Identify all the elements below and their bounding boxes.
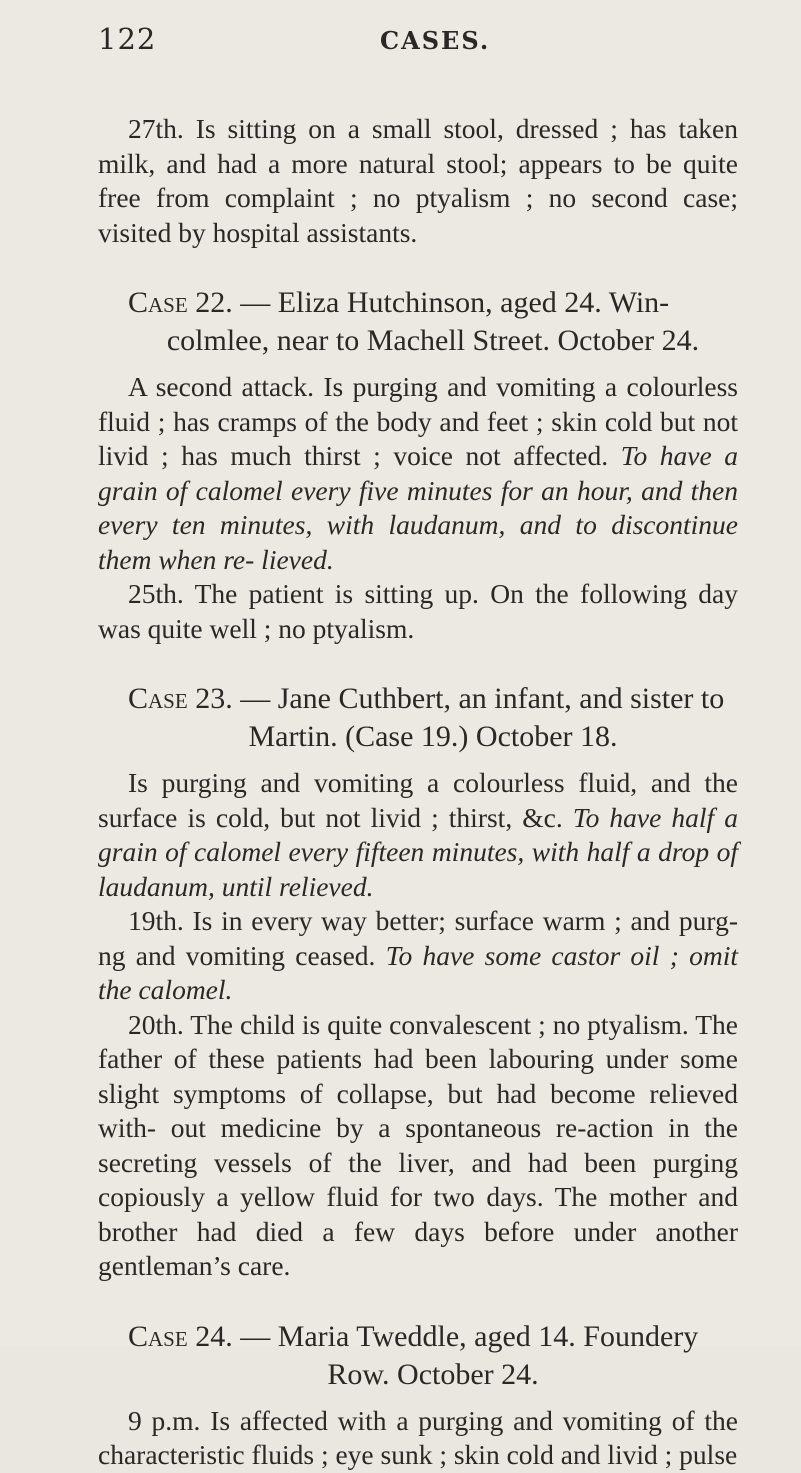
spacer [98, 250, 738, 284]
case-22-paragraph-2: 25th. The patient is sitting up. On the following day was quite well ; no ptyalism. [98, 578, 738, 644]
paragraph-27th: 27th. Is sitting on a small stool, dressed ; has taken milk, and had a more natural stool; appears to be quite free from complaint ; no ptyalism ; no second case; visited by hospital assistants. [98, 113, 738, 248]
case-24-heading-line2: Row. October 24. [327, 1357, 539, 1391]
spacer [98, 360, 738, 370]
case-23-19th-prescription: To have some castor oil ; omit the calomel. [98, 939, 738, 1005]
case-23-prescription: To have half a grain of calomel every fifteen minutes, with half a drop of laudanum, until relieved. [98, 801, 738, 902]
case-23-heading [98, 680, 738, 756]
case-22-prescription: To have a grain of calomel every five minutes for an hour, and then every ten minutes, with laudanum, and to discontinue them when re- lieved. [98, 440, 738, 575]
case-label: Case [128, 1319, 188, 1353]
running-title: CASES. [380, 26, 491, 55]
case-23-observation: Is purging and vomiting a colourless fluid, and the surface is cold, but not livid ; thirst, &c. [98, 767, 738, 833]
case-23-heading-line1: 23. — Jane Cuthbert, an infant, and sister to [187, 682, 725, 715]
case-24-paragraph-1: 9 p.m. Is affected with a purging and vomiting of the characteristic fluids ; eye sunk ; skin cold and livid ; pulse [98, 1404, 738, 1470]
case-23-paragraph-3: 20th. The child is quite convalescent ; no ptyalism. The father of these patients had been labouring under some slight symptoms of collapse, but had become relieved with- out medicine by a spontaneous re-action in the secreting vessels of the liver, and had been purging copiously a yellow fluid for two days. The mother and brother had died a few days before under another gentleman’s care. [98, 1008, 738, 1281]
case-label: Case [128, 286, 188, 319]
page-number: 122 [98, 22, 157, 56]
body-text [98, 112, 738, 1473]
spacer [98, 756, 738, 766]
case-22-observation: A second attack. Is purging and vomiting a colourless fluid ; has cramps of the body and feet ; skin cold but not livid ; has much thirst ; voice not affected. [98, 371, 738, 471]
case-22-heading [98, 284, 738, 360]
spacer [98, 1394, 738, 1404]
case-22-paragraph-1 [98, 370, 738, 577]
spacer [98, 646, 738, 680]
case-23-19th-observation: 19th. Is in every way better; surface warm ; and purg- ng and vomiting ceased. [98, 905, 738, 971]
running-head [98, 22, 738, 62]
case-23-heading-line2: Martin. (Case 19.) October 18. [248, 720, 618, 753]
case-24-heading-line1: 24. — Maria Tweddle, aged 14. Foundery [187, 1319, 699, 1353]
case-22-heading-line1: 22. — Eliza Hutchinson, aged 24. Win- [187, 286, 670, 319]
spacer [98, 1284, 738, 1318]
case-22-heading-line2: colmlee, near to Machell Street. October 24. [166, 324, 700, 357]
case-24-heading [98, 1318, 738, 1394]
case-23-paragraph-1 [98, 766, 738, 904]
case-23-paragraph-2 [98, 904, 738, 1008]
case-label: Case [128, 682, 188, 715]
